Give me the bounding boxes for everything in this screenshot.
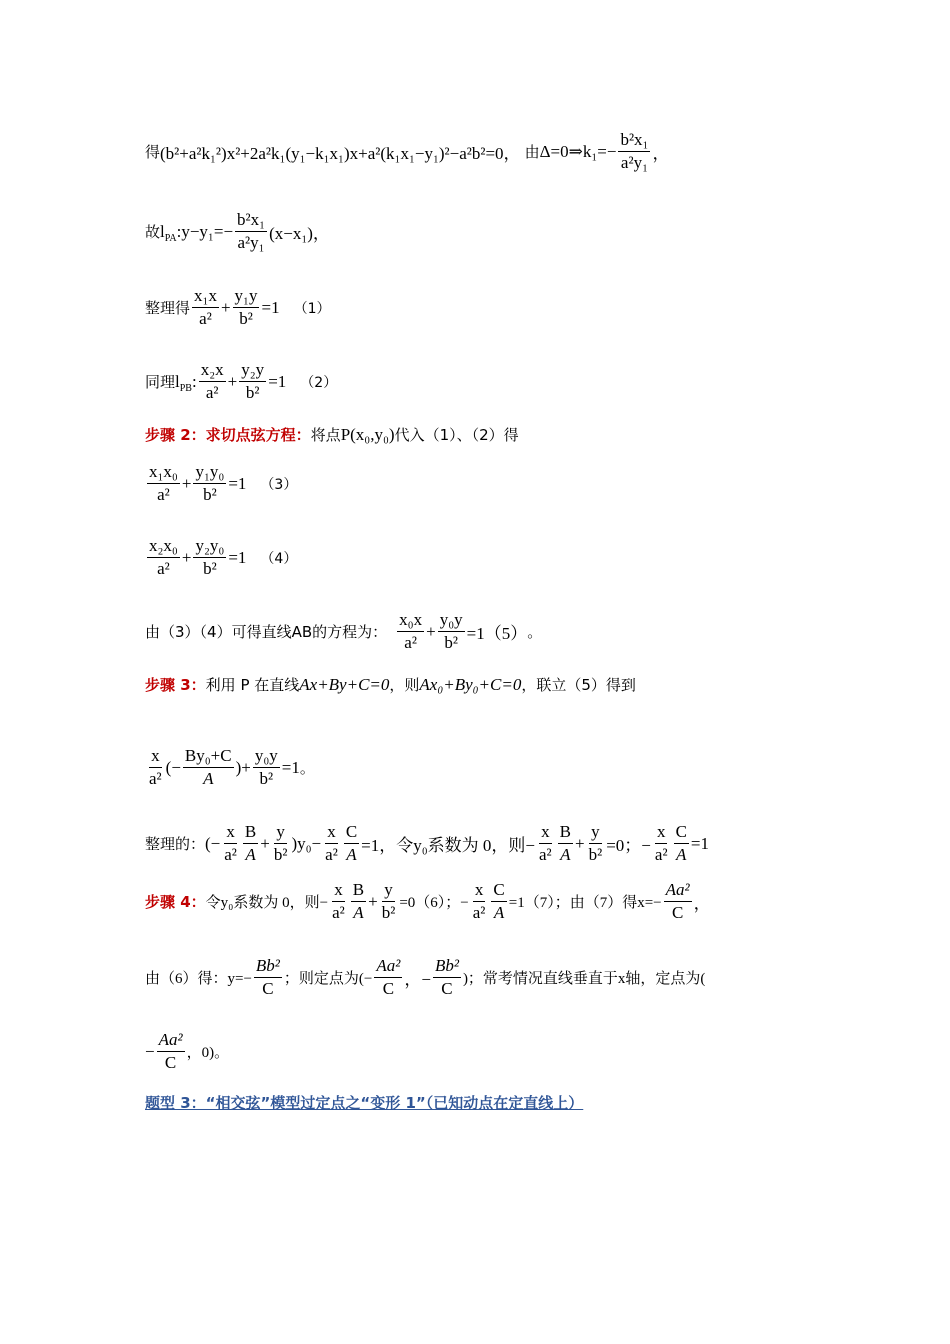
denominator: A (353, 903, 364, 922)
equation-tail: (x−x₁)， (269, 224, 330, 243)
numerator: C (674, 822, 689, 844)
equation-tag: （4） (260, 550, 298, 567)
rhs: =1（5） (466, 624, 528, 643)
step-2-line (145, 424, 519, 445)
numerator: x (332, 880, 345, 902)
numerator: B (351, 880, 366, 902)
numerator: x (149, 746, 162, 768)
denominator: a² (325, 845, 338, 864)
line-equation: Ax+By+C=0 (299, 674, 390, 694)
fraction (193, 536, 226, 579)
denominator: b² (444, 633, 458, 652)
numerator: x₂x₀ (147, 536, 180, 558)
numerator: y₁y₀ (193, 462, 226, 484)
equation-line-6 (145, 462, 297, 505)
paren: )+ (235, 757, 251, 777)
rhs: =1 (228, 473, 247, 493)
subscript: PA (164, 232, 177, 244)
step-label: 步骤 3： (145, 676, 206, 694)
numerator: x₀x (397, 610, 424, 632)
fraction (344, 822, 359, 865)
fraction (374, 956, 402, 999)
fraction (253, 746, 280, 789)
quadratic-equation: (b²+a²k₁²)x²+2a²k₁(y₁−k₁x₁)x+a²(k₁x₁−y₁)²−a²b²=0， (160, 144, 521, 163)
denominator: C (671, 903, 684, 922)
numerator: y (589, 822, 602, 844)
fraction (587, 822, 605, 865)
text: AB的方程为： (291, 623, 388, 641)
l: l (160, 221, 165, 241)
numerator: C (344, 822, 359, 844)
rhs: =1 (228, 547, 247, 567)
numerator: Bb² (254, 956, 282, 978)
text: ，则 (389, 676, 420, 694)
denominator: b² (203, 485, 217, 504)
plus: + (181, 547, 192, 567)
rhs: =1 (268, 371, 287, 391)
paren: (− (205, 833, 221, 853)
denominator: a² (539, 845, 552, 864)
plus: + (368, 891, 378, 911)
fraction (272, 822, 290, 865)
equation-line-4 (145, 360, 337, 403)
denominator: A (560, 845, 571, 864)
denominator: A (676, 845, 687, 864)
subscript: PB (179, 382, 192, 394)
denominator: A (493, 903, 505, 922)
numerator: y (274, 822, 287, 844)
l: l (175, 371, 180, 391)
denominator: C (164, 1053, 177, 1072)
fraction (491, 880, 506, 923)
denominator: b² (259, 769, 274, 788)
denominator: A (245, 845, 256, 864)
numerator: By₀+C (183, 746, 234, 768)
fraction (183, 746, 234, 789)
text: 由 (524, 143, 540, 161)
fraction (330, 880, 347, 923)
condition: Ax₀+By₀+C=0 (419, 674, 522, 694)
rhs: =1 (261, 297, 280, 317)
numerator: Aa² (374, 956, 402, 978)
numerator: b²x₁ (235, 210, 267, 232)
punct: 。 (527, 623, 543, 641)
numerator: y₁y (233, 286, 260, 308)
section-heading (145, 1092, 583, 1113)
fraction (433, 956, 461, 999)
fraction (380, 880, 398, 923)
plus: + (575, 833, 585, 853)
numerator: y₀y (438, 610, 465, 632)
minus: − (145, 1041, 155, 1061)
numerator: x₁x₀ (147, 462, 180, 484)
text: 整理得 (145, 299, 191, 317)
fraction (199, 360, 226, 403)
text: 同理 (145, 373, 176, 391)
denominator: b² (203, 559, 217, 578)
fraction (537, 822, 554, 865)
paren: (− (165, 757, 181, 777)
numerator: y₂y (239, 360, 266, 382)
expr: ；则定点为(− (283, 971, 373, 987)
colon: : (191, 371, 197, 391)
numerator: x (473, 880, 486, 902)
equation-line-10 (145, 746, 315, 789)
text: 代入（1）、（2）得 (394, 426, 519, 444)
fraction (471, 880, 488, 923)
numerator: x (224, 822, 237, 844)
equation-tag: （3） (260, 476, 298, 493)
denominator: b² (239, 309, 253, 328)
equation-line-1 (145, 130, 669, 173)
equation-line-11 (145, 822, 709, 865)
point: P(x₀,y₀) (340, 424, 395, 444)
fraction (222, 822, 239, 865)
heading-text: 题型 3：“相交弦”模型过定点之“变形 1”（已知动点在定直线上） (145, 1094, 584, 1112)
numerator: Bb² (433, 956, 461, 978)
equation-line-3 (145, 286, 331, 329)
expr: =1 (690, 833, 709, 853)
fraction (618, 130, 650, 173)
fraction (233, 286, 260, 329)
fraction (147, 462, 180, 505)
punct: ， (652, 144, 670, 163)
equation-tag: （1） (293, 300, 331, 317)
expr: =1（7）；由（7）得x=− (508, 895, 662, 911)
fraction (193, 462, 226, 505)
fraction (254, 956, 282, 999)
equation-line-13 (145, 956, 705, 999)
expr: )；常考情况直线垂直于x轴，定点为( (462, 971, 706, 987)
punct: 。 (299, 759, 315, 777)
denominator: b² (245, 383, 260, 402)
fraction (157, 1030, 185, 1073)
denominator: a² (157, 559, 170, 578)
expr: =0；− (606, 836, 651, 855)
fraction (558, 822, 573, 865)
expr: 令y₀系数为 0，则− (205, 895, 329, 911)
numerator: Aa² (664, 880, 692, 902)
denominator: a² (404, 633, 417, 652)
plus: + (220, 297, 231, 317)
step-4-line (145, 880, 711, 923)
numerator: C (491, 880, 506, 902)
denominator: a²y₁ (237, 233, 265, 252)
text: ，联立（5）得到 (521, 676, 636, 694)
text: 故 (145, 223, 161, 241)
delta-condition: Δ=0⇒k₁=− (539, 141, 617, 161)
denominator: A (203, 769, 214, 788)
fraction (664, 880, 692, 923)
numerator: B (558, 822, 573, 844)
fraction (351, 880, 366, 923)
text: 整理的： (145, 835, 206, 853)
denominator: a² (149, 769, 162, 788)
fraction (192, 286, 219, 329)
equation-line-8 (145, 610, 542, 653)
text: 得 (145, 143, 161, 161)
rhs: =1 (281, 757, 300, 777)
fraction (147, 536, 180, 579)
expr: =0（6）；− (399, 895, 469, 911)
equation-tag: （2） (300, 374, 338, 391)
denominator: b² (588, 845, 603, 864)
denominator: a²y₁ (620, 153, 648, 172)
step-label: 步骤 4： (145, 893, 206, 911)
denominator: a² (205, 383, 219, 402)
plus: + (181, 473, 192, 493)
fraction (397, 610, 424, 653)
denominator: a² (199, 309, 212, 328)
numerator: x₂x (199, 360, 226, 382)
denominator: a² (472, 903, 486, 922)
denominator: C (262, 979, 274, 998)
equation-line-7 (145, 536, 297, 579)
equation-line-2 (145, 210, 330, 253)
equation: :y−y₁=− (176, 221, 234, 241)
fraction (243, 822, 258, 865)
denominator: C (441, 979, 453, 998)
denominator: b² (273, 845, 288, 864)
fraction (239, 360, 266, 403)
expr: =1，令y₀系数为 0，则− (361, 836, 536, 855)
punct: ， (693, 894, 711, 913)
denominator: a² (224, 845, 237, 864)
numerator: x (539, 822, 552, 844)
numerator: x (325, 822, 338, 844)
denominator: a² (332, 903, 345, 922)
line-symbol (160, 222, 177, 242)
plus: + (227, 371, 238, 391)
denominator: b² (381, 903, 396, 922)
text: 将点 (310, 426, 341, 444)
numerator: y (382, 880, 395, 902)
expr: ，− (404, 970, 431, 989)
denominator: C (382, 979, 395, 998)
expr: )y₀− (291, 833, 322, 853)
step-label: 步骤 2：求切点弦方程： (145, 426, 311, 444)
fraction (235, 210, 267, 253)
expr: 由（6）得：y=− (145, 971, 252, 987)
numerator: b²x₁ (618, 130, 650, 152)
text: 利用 P 在直线 (205, 676, 300, 694)
equation-line-14 (145, 1030, 229, 1073)
expr: ，0)。 (186, 1045, 230, 1061)
fraction (674, 822, 689, 865)
numerator: B (243, 822, 258, 844)
denominator: a² (157, 485, 170, 504)
plus: + (260, 833, 270, 853)
fraction (438, 610, 465, 653)
fraction (147, 746, 164, 789)
numerator: y₂y₀ (193, 536, 226, 558)
plus: + (426, 621, 436, 641)
fraction (323, 822, 340, 865)
fraction (653, 822, 670, 865)
line-symbol (175, 372, 192, 392)
numerator: y₀y (253, 746, 280, 768)
step-3-line (145, 674, 636, 695)
numerator: Aa² (157, 1030, 185, 1052)
denominator: A (346, 845, 357, 864)
denominator: a² (654, 845, 668, 864)
numerator: x (655, 822, 668, 844)
numerator: x₁x (192, 286, 219, 308)
text: 由（3）（4）可得直线 (145, 623, 292, 641)
